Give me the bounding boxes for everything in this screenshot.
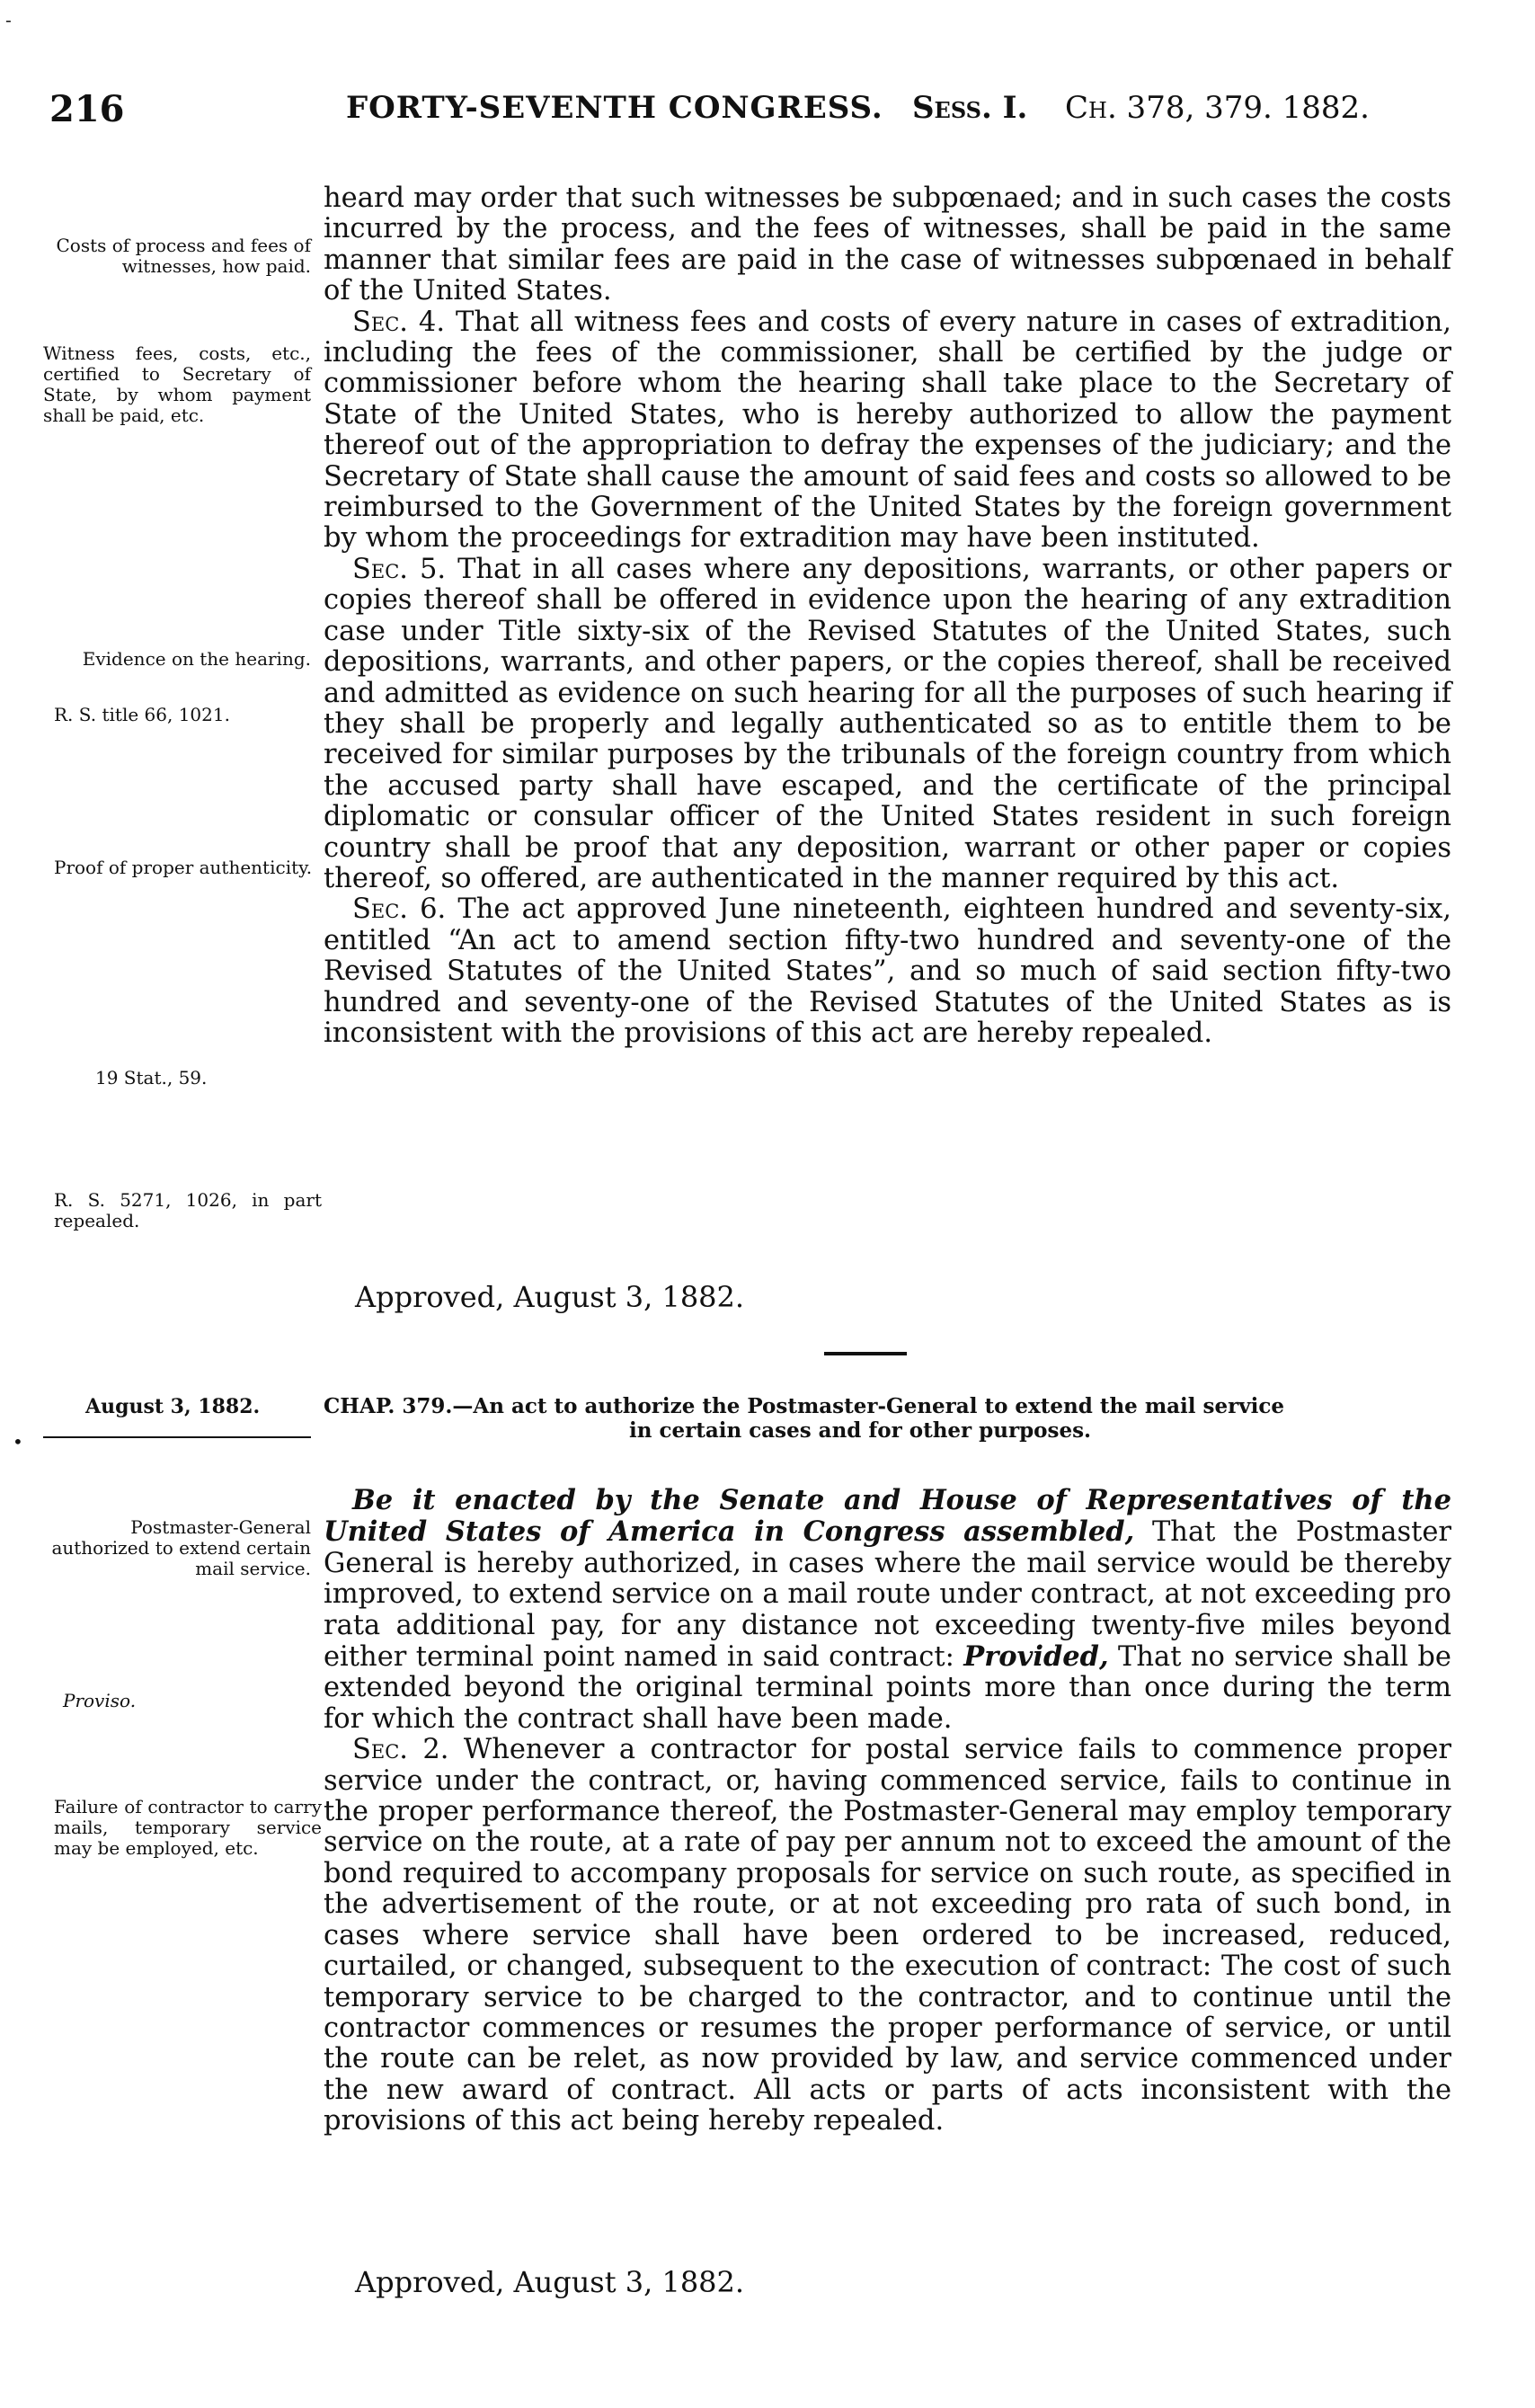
sec4-label: Sec. 4. [352,306,446,338]
ch378-sec5 [324,555,1451,894]
ch379-date: August 3, 1882. [85,1395,261,1418]
sec2-label: Sec. 2. [352,1734,449,1766]
print-mark-dot: • [13,1431,23,1453]
ch379-sec2 [324,1735,1451,2137]
sec6-label: Sec. 6. [352,893,447,926]
sec4-text: That all witness fees and costs of every nature in cases of extradition, including the fees of the commissioner, shall be certified by the judge or commissioner before whom the hearing shall take place to the Secretary of State of the United States, who is hereby authorized to allow the payment thereof out of the appropriation to defray the expenses of the judiciary; and the Secretary of State shall cause the amount of said fees and costs so allowed to be reimbursed to the Government of the United States by the foreign government by whom the proceedings for extradition may have been instituted. [324,306,1451,555]
sec6-text: The act approved June nineteenth, eighteen hundred and seventy-six, entitled “An act to amend section fifty-two hundred and seventy-one of the Revised Statutes of the United States”, and so much of said section fifty-two hundred and seventy-one of the Revised Statutes of the United States as is inconsistent with the provisions of this act are hereby repealed. [324,893,1451,1049]
session-label: Sess. I. [912,90,1028,126]
ch379-title-line1: —An act to authorize the Postmaster-General to extend the mail service [452,1394,1284,1418]
date-rule [43,1436,311,1438]
ch379-heading [324,1394,1456,1443]
section-divider [824,1352,907,1355]
sec1-proviso-text: That no service shall be extended beyond the original terminal points more than once during the term for which the contract shall have been made. [324,1641,1451,1735]
ch378-continuation: heard may order that such witnesses be subpœnaed; and in such cases the costs incurred by the process, and the fees of witnesses, shall be paid in the same manner that similar fees are paid in the case of witnesses subpœnaed in behalf of the United States. [324,182,1451,307]
ch378-approved: Approved, August 3, 1882. [355,1280,745,1314]
margin-note-proviso: Proviso. [63,1690,137,1711]
running-title: FORTY-SEVENTH CONGRESS. [346,90,883,126]
margin-note-stat: 19 Stat., 59. [95,1067,208,1088]
margin-note-proof: Proof of proper authenticity. [54,857,313,878]
ch378-body [324,183,1451,1049]
print-mark-dash: - [5,9,12,31]
ch379-title-line2: in certain cases and for other purposes. [629,1418,1092,1443]
ch378-sec6 [324,894,1451,1049]
sec5-text: That in all cases where any depositions, warrants, or other papers or copies thereof shall be offered in evidence upon the hearing of any extradition case under Title sixty-six of the Revised Statutes of the United States, such depositions, warrants, and other papers, or the copies thereof, shall be received and admitted as evidence on such hearing for all the purposes of such hearing if they shall be properly and legally authenticated so as to entitle them to be received for similar purposes by the tribunals of the foreign country from which the accused party shall have escaped, and the certificate of the principal diplomatic or consular officer of the United States resident in such foreign country shall be proof that any deposition, warrant or other paper or copies thereof, so offered, are authenticated in the manner required by this act. [324,553,1451,894]
sec1-text: That the Postmaster General is hereby authorized, in cases where the mail service would be thereby improved, to extend service on a mail route under contract, at not exceeding pro rata additional pay, for any distance not exceeding twenty-five miles beyond either terminal point named in said contract: [324,1516,1452,1674]
margin-note-costs-process: Costs of process and fees of witnesses, how paid. [56,235,311,277]
ch379-body [324,1485,1451,2137]
margin-note-rs-title: R. S. title 66, 1021. [54,704,230,725]
ch379-sec1 [324,1485,1451,1735]
sec2-text: Whenever a contractor for postal service fails to commence proper service under the contract, or, having commenced service, fails to continue in the proper performance thereof, the Postmaster-General may employ temporary service on the route, at a rate of pay per annum not to exceed the amount of the bond required to accompany proposals for service on such route, as specified in the advertisement of the route, or at not exceeding pro rata of such bond, in cases where service shall have been ordered to be increased, reduced, curtailed, or changed, subsequent to the execution of contract: The cost of such temporary service to be charged to the contractor, and to continue until the contractor commences or resumes the proper performance of service, or until the route can be relet, as now provided by law, and service commenced under the new award of contract. All acts or parts of acts inconsistent with the provisions of this act being hereby repealed. [324,1734,1451,2137]
chapter-range: Ch. 378, 379. 1882. [1065,90,1370,126]
page-number: 216 [49,88,125,130]
margin-note-evidence: Evidence on the hearing. [82,648,311,670]
margin-note-failure: Failure of contractor to carry mails, temporary service may be employed, etc. [54,1796,322,1859]
margin-note-witness-fees: Witness fees, costs, etc., certified to Secretary of State, by whom payment shall be paid, etc. [43,342,311,426]
enacting-clause: Be it enacted by the Senate and House of Representatives of the United States of America in Congress assembled, [324,1484,1451,1549]
margin-note-rs-repealed: R. S. 5271, 1026, in part repealed. [54,1189,322,1231]
proviso-word: Provided, [963,1640,1109,1674]
ch378-sec4 [324,307,1451,555]
sec5-label: Sec. 5. [352,553,447,585]
ch379-label: CHAP. 379. [324,1394,453,1418]
margin-note-postmaster: Postmaster-General authorized to extend certain mail service. [51,1516,311,1579]
ch379-approved: Approved, August 3, 1882. [355,2265,745,2299]
